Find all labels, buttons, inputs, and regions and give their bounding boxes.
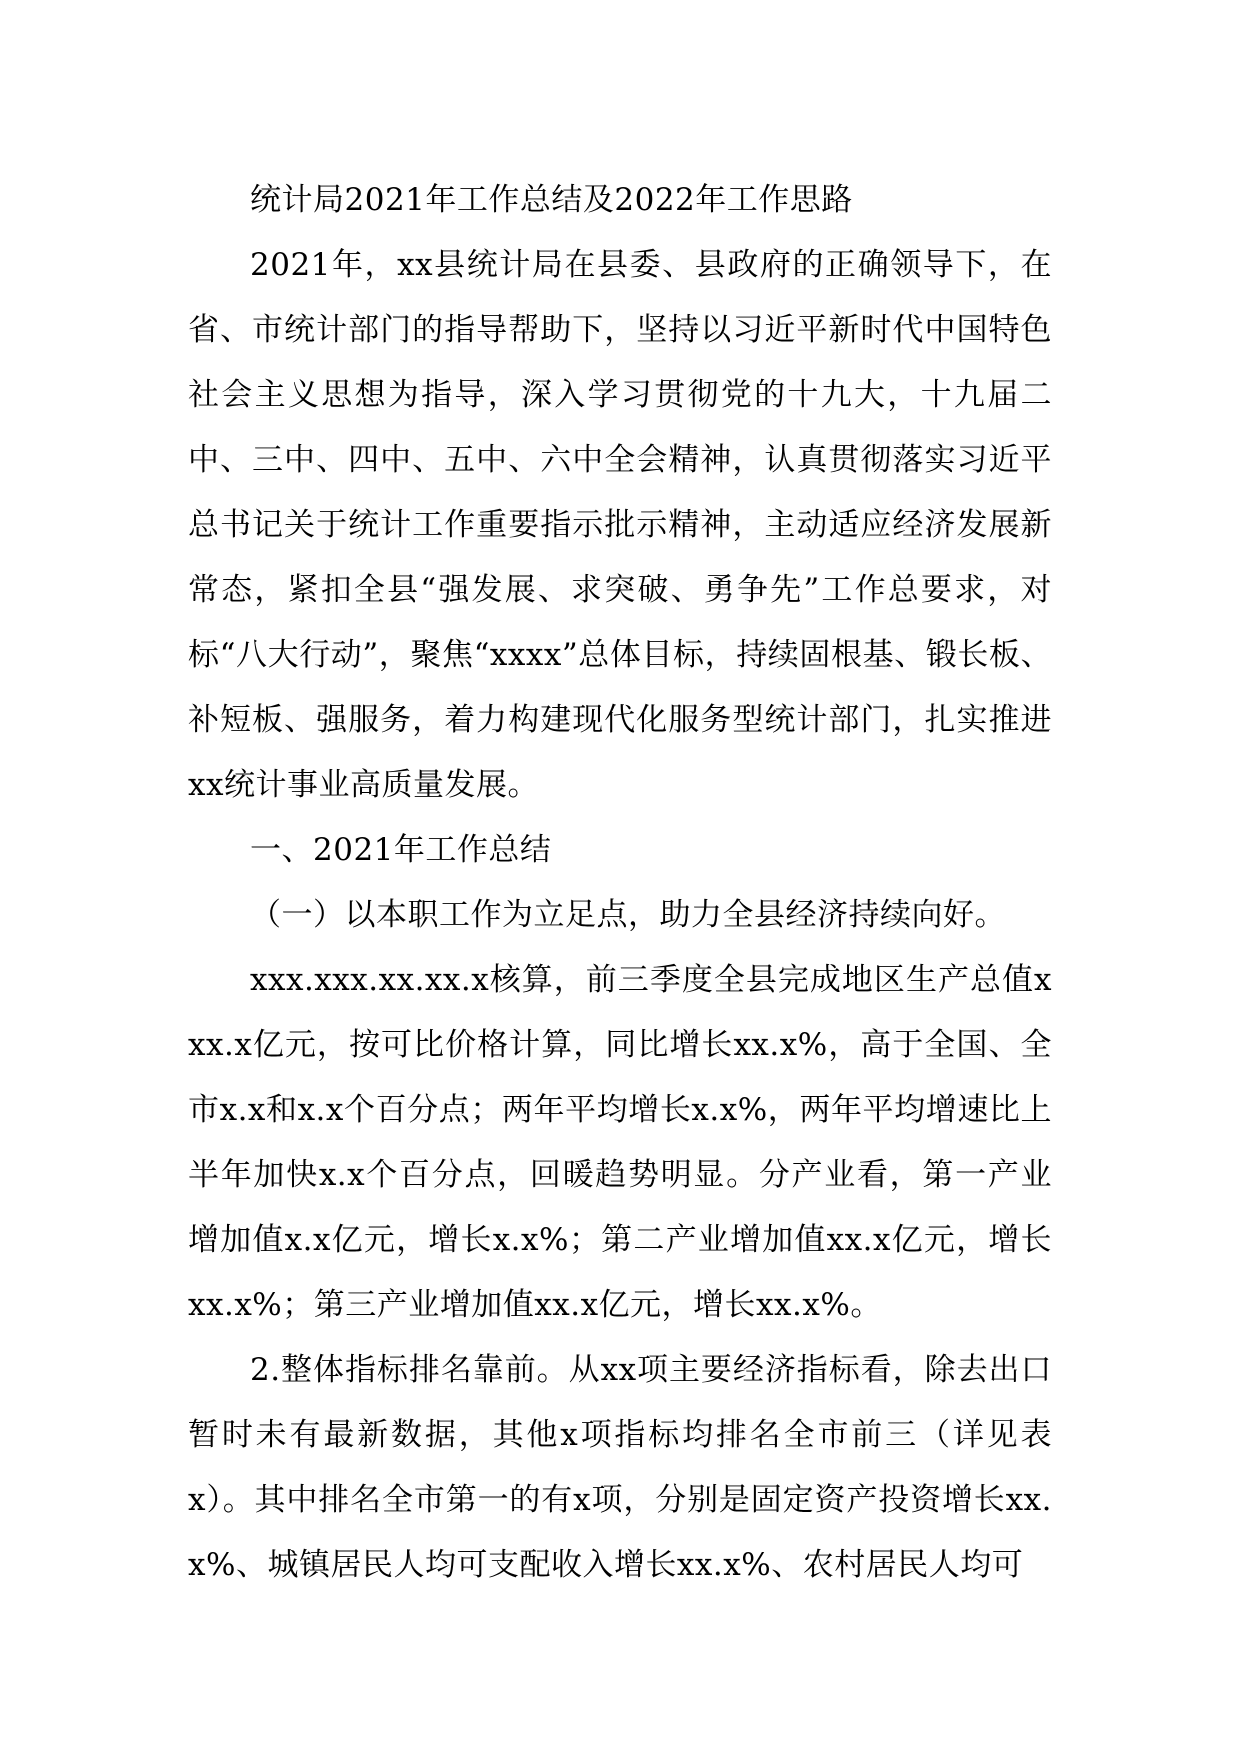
document-title: 统计局2021年工作总结及2022年工作思路 [250, 182, 853, 218]
gdp-paragraph: xxx.xxx.xx.xx.x核算，前三季度全县完成地区生产总值xxx.x亿元，按可比价格计算，同比增长xx.x%，高于全国、全市x.x和x.x个百分点；两年平均增长x.x%，两年平均增速比上半年加快x.x个百分点，回暖趋势明显。分产业看，第一产业增加值x.x亿元，增长x.x%；第二产业增加值xx.x亿元，增长xx.x%；第三产业增加值xx.x亿元，增长xx.x%。 [188, 962, 1052, 1323]
ranking-paragraph: 2.整体指标排名靠前。从xx项主要经济指标看，除去出口暂时未有最新数据，其他x项指标均排名全市前三（详见表x）。其中排名全市第一的有x项，分别是固定资产投资增长xx.x%、城镇居民人均可支配收入增长xx.x%、农村居民人均可 [188, 1352, 1052, 1583]
intro-paragraph: 2021年，xx县统计局在县委、县政府的正确领导下，在省、市统计部门的指导帮助下，坚持以习近平新时代中国特色社会主义思想为指导，深入学习贯彻党的十九大，十九届二中、三中、四中、五中、六中全会精神，认真贯彻落实习近平总书记关于统计工作重要指示批示精神，主动适应经济发展新常态，紧扣全县“强发展、求突破、勇争先”工作总要求，对标“八大行动”，聚焦“xxxx”总体目标，持续固根基、锻长板、补短板、强服务，着力构建现代化服务型统计部门，扎实推进xx统计事业高质量发展。 [188, 247, 1052, 803]
subsection-heading: （一）以本职工作为立足点，助力全县经济持续向好。 [250, 897, 1006, 933]
section-heading: 一、2021年工作总结 [250, 832, 552, 868]
document-body [188, 168, 1052, 1598]
